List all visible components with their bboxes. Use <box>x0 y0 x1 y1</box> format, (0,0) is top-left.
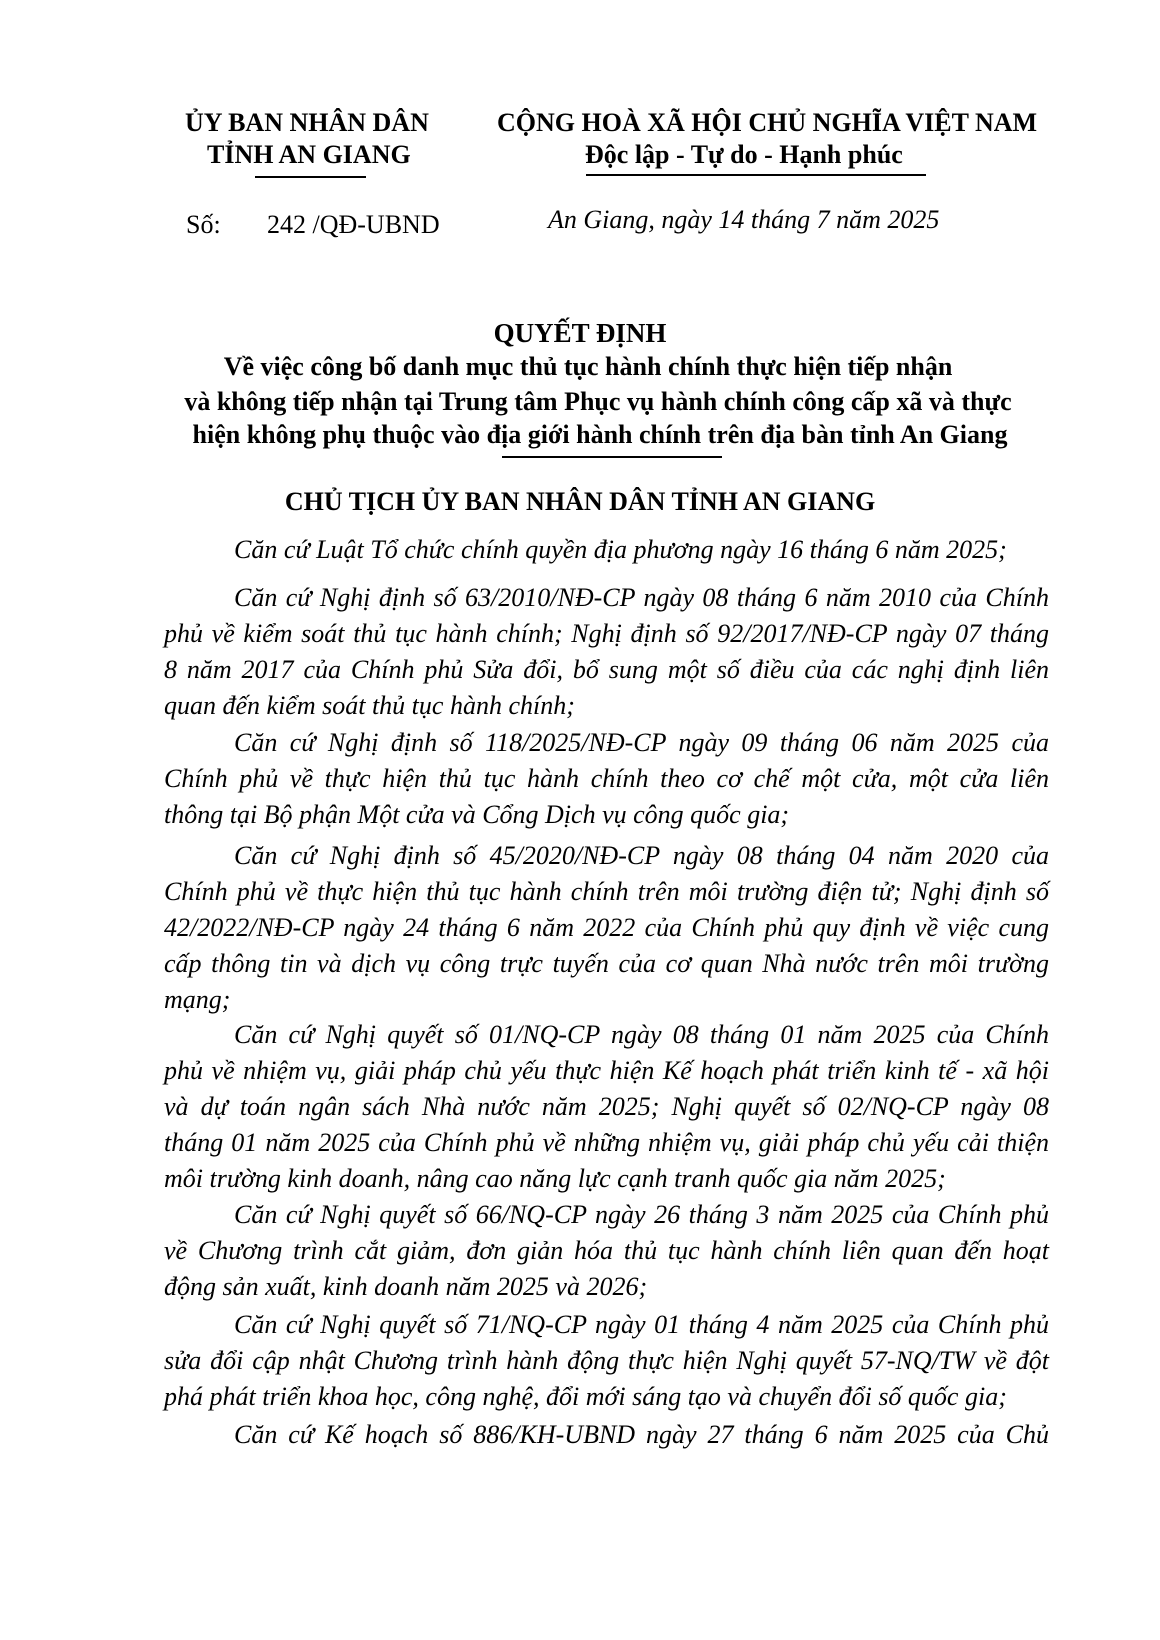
basis-line: tháng 01 năm 2025 của Chính phủ về những nhiệm vụ, giải pháp chủ yếu cải thiện <box>164 1128 1049 1157</box>
basis-line: quan đến kiểm soát thủ tục hành chính; <box>164 691 575 720</box>
legal-basis-7 <box>164 1307 1049 1415</box>
legal-basis-5 <box>164 1017 1049 1197</box>
legal-basis-2 <box>164 580 1049 724</box>
basis-line: cấp thông tin và dịch vụ công trực tuyến của cơ quan Nhà nước trên môi trường <box>164 949 1049 978</box>
basis-line: về Chương trình cắt giảm, đơn giản hóa thủ tục hành chính liên quan đến hoạt <box>164 1236 1049 1265</box>
issuing-org-line1: ỦY BAN NHÂN DÂN <box>185 108 429 137</box>
basis-line: phá phát triển khoa học, công nghệ, đổi mới sáng tạo và chuyển đổi số quốc gia; <box>164 1382 1007 1411</box>
basis-line: Căn cứ Nghị định số 45/2020/NĐ-CP ngày 08 tháng 04 năm 2020 của <box>234 841 1049 870</box>
legal-basis-6 <box>164 1197 1049 1305</box>
basis-line: động sản xuất, kinh doanh năm 2025 và 2026; <box>164 1272 648 1301</box>
basis-line: Căn cứ Luật Tổ chức chính quyền địa phương ngày 16 tháng 6 năm 2025; <box>234 535 1007 564</box>
basis-line: Chính phủ về thực hiện thủ tục hành chính trên môi trường điện tử; Nghị định số <box>164 877 1049 906</box>
document-number: 242 /QĐ-UBND <box>267 210 440 239</box>
basis-line: thông tại Bộ phận Một cửa và Cổng Dịch vụ công quốc gia; <box>164 800 790 829</box>
basis-line: 8 năm 2017 của Chính phủ Sửa đổi, bổ sung một số điều của các nghị định liên <box>164 655 1049 684</box>
date-prefix: An Giang, ngày <box>548 205 719 234</box>
date-suffix: tháng 7 năm 2025 <box>744 205 940 234</box>
basis-line: Căn cứ Nghị quyết số 01/NQ-CP ngày 08 tháng 01 năm 2025 của Chính <box>234 1020 1049 1049</box>
legal-basis-4 <box>164 838 1049 1018</box>
basis-line: Chính phủ về thực hiện thủ tục hành chính theo cơ chế một cửa, một cửa liên <box>164 764 1049 793</box>
issue-date <box>548 205 939 235</box>
title-underline <box>502 456 722 458</box>
basis-line: Căn cứ Kế hoạch số 886/KH-UBND ngày 27 tháng 6 năm 2025 của Chủ <box>234 1420 1049 1449</box>
document-number-label: Số: <box>186 210 221 239</box>
legal-basis-1 <box>164 532 1049 568</box>
basis-line: phủ về kiểm soát thủ tục hành chính; Nghị định số 92/2017/NĐ-CP ngày 07 tháng <box>164 619 1049 648</box>
basis-line: 42/2022/NĐ-CP ngày 24 tháng 6 năm 2022 của Chính phủ quy định về việc cung <box>164 913 1049 942</box>
basis-line: Căn cứ Nghị định số 118/2025/NĐ-CP ngày 09 tháng 06 năm 2025 của <box>234 728 1049 757</box>
issuing-authority: CHỦ TỊCH ỦY BAN NHÂN DÂN TỈNH AN GIANG <box>284 487 876 516</box>
basis-line: môi trường kinh doanh, nâng cao năng lực cạnh tranh quốc gia năm 2025; <box>164 1164 946 1193</box>
national-motto: Độc lập - Tự do - Hạnh phúc <box>585 140 903 169</box>
document-subtitle-line1: Về việc công bố danh mục thủ tục hành chính thực hiện tiếp nhận <box>223 352 953 381</box>
legal-basis-8 <box>164 1417 1049 1453</box>
legal-basis-3 <box>164 725 1049 833</box>
basis-line: Căn cứ Nghị quyết số 71/NQ-CP ngày 01 tháng 4 năm 2025 của Chính phủ <box>234 1310 1049 1339</box>
basis-line: phủ về nhiệm vụ, giải pháp chủ yếu thực hiện Kế hoạch phát triển kinh tế - xã hội <box>164 1056 1049 1085</box>
basis-line: Căn cứ Nghị quyết số 66/NQ-CP ngày 26 tháng 3 năm 2025 của Chính phủ <box>234 1200 1049 1229</box>
issuing-org-line2: TỈNH AN GIANG <box>207 140 411 169</box>
basis-line: và dự toán ngân sách Nhà nước năm 2025; Nghị quyết số 02/NQ-CP ngày 08 <box>164 1092 1049 1121</box>
document-title: QUYẾT ĐỊNH <box>493 318 667 348</box>
basis-line: Căn cứ Nghị định số 63/2010/NĐ-CP ngày 08 tháng 6 năm 2010 của Chính <box>234 583 1049 612</box>
date-day: 14 <box>718 205 745 234</box>
motto-underline <box>586 174 926 176</box>
org-underline <box>255 176 366 178</box>
basis-line: sửa đổi cập nhật Chương trình hành động thực hiện Nghị quyết 57-NQ/TW về đột <box>164 1346 1049 1375</box>
basis-line: mạng; <box>164 985 231 1014</box>
document-subtitle-line3: hiện không phụ thuộc vào địa giới hành chính trên địa bàn tỉnh An Giang <box>192 420 1008 449</box>
document-subtitle-line2: và không tiếp nhận tại Trung tâm Phục vụ hành chính công cấp xã và thực <box>184 387 1012 416</box>
republic-name: CỘNG HOÀ XÃ HỘI CHỦ NGHĨA VIỆT NAM <box>497 108 1038 137</box>
